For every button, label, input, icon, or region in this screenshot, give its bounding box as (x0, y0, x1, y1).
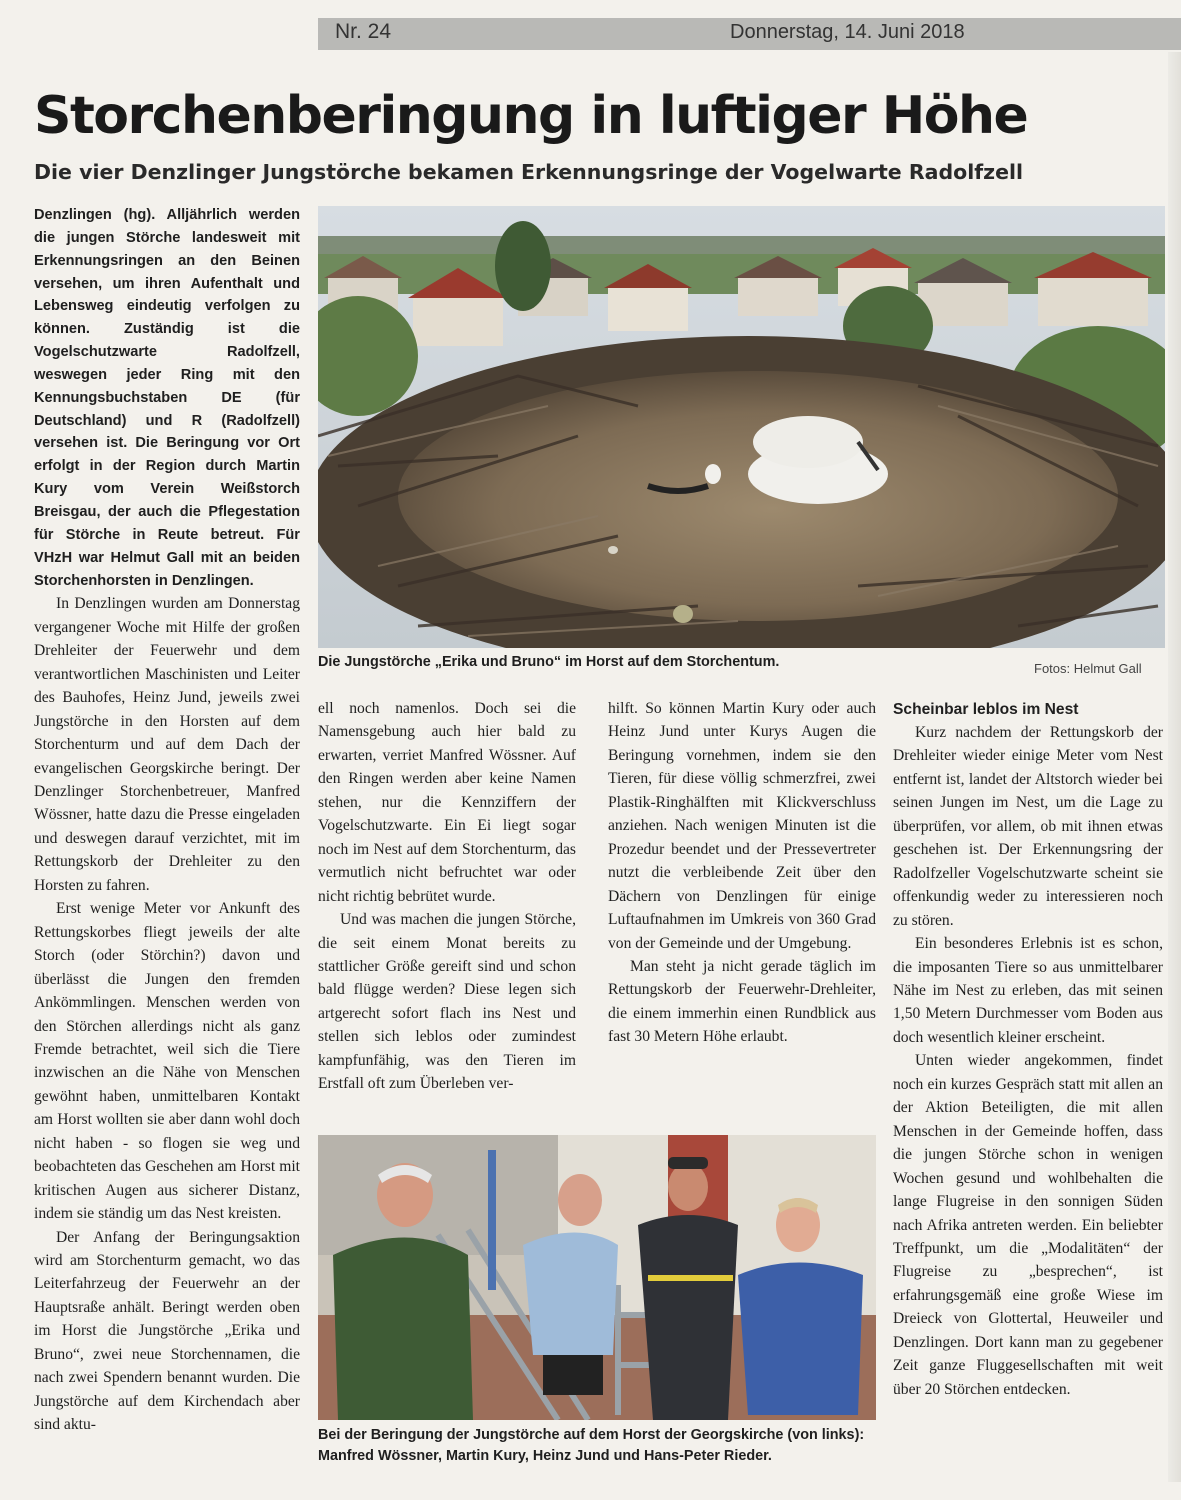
article-lead: Denzlingen (hg). Alljährlich werden die jungen Störche landesweit mit Erkennungsringen an den Beinen versehen, um ihren Aufenthalt und Lebensweg eindeutig verfolgen zu können. Zuständig ist die Vogelschutzwarte Radolfzell, weswegen jeder Ring mit den Kennungsbuchstaben DE (für Deutschland) und R (Radolfzell) versehen ist. Die Beringung vor Ort erfolgt in der Region durch Martin Kury vom Verein Weißstorch Breisgau, der auch die Pflegestation für Störche in Reute betreut. Für VHzH war Helmut Gall mit an beiden Storchenhorsten in Denzlingen. (34, 207, 300, 589)
paragraph: Man steht ja nicht gerade täglich im Rettungskorb der Feuerwehr-Drehleiter, die einem immerhin einen Rundblick aus fast 30 Metern Höhe erlaubt. (608, 957, 876, 1046)
article-subhead: Die vier Denzlinger Jungstörche bekamen Erkennungsringe der Vogelwarte Radolfzell (34, 160, 1024, 184)
paragraph: Der Anfang der Beringungsaktion wird am Storchenturm gemacht, wo das Leiterfahrzeug der Feuerwehr an der Hauptsraße anhält. Beringt werden oben im Horst die Jungstörche „Erika und Bruno“, zwei neue Storchennamen, die nach zwei Spendern benannt wurden. Die Jungstörche auf dem Kirchendach aber sind aktu- (34, 1228, 300, 1434)
paragraph: ell noch namenlos. Doch sei die Namensgebung auch hier bald zu erwarten, verriet Manfred Wössner. Auf den Ringen werden aber keine Namen stehen, nur die Kennziffern der Vogelschutzwarte. Ein Ei liegt sogar noch im Nest auf dem Storchenturm, das vermutlich nicht befruchtet war oder nicht richtig bebrütet wurde. (318, 700, 576, 905)
photo-caption-1: Die Jungstörche „Erika und Bruno“ im Horst auf dem Storchentum. (318, 654, 780, 670)
photo-credit: Fotos: Helmut Gall (1034, 661, 1142, 676)
paragraph: Kurz nachdem der Rettungskorb der Drehleiter wieder einige Meter vom Nest entfernt ist, landet der Altstorch wieder bei seinen Jungen im Nest, um die Lage zu überprüfen, vor allem, ob mit ihnen etwas geschehen ist. Der Erkennungsring der Radolfzeller Vogelschutzwarte scheint sie offenkundig weder zu interessieren noch zu stören. (893, 724, 1163, 929)
paragraph: Und was machen die jungen Störche, die seit einem Monat bereits zu stattlicher Größe gereift sind und schon bald flügge werden? Diese legen sich artgerecht sofort flach ins Nest und stellen sich leblos oder zumindest kampfunfähig, was den Tieren im Erstfall oft zum Überleben ver- (318, 911, 576, 1093)
article-column-4 (893, 697, 1163, 1401)
article-headline: Storchenberingung in luftiger Höhe (34, 86, 1028, 146)
photo-caption-2: Bei der Beringung der Jungstörche auf dem Horst der Georgskirche (von links): Manfred Wössner, Martin Kury, Heinz Jund und Hans-Peter Rieder. (318, 1427, 865, 1464)
paragraph: In Denzlingen wurden am Donnerstag vergangener Woche mit Hilfe der großen Drehleiter der Feuerwehr und dem verantwortlichen Maschinisten und Leiter des Bauhofes, Heinz Jund, jeweils zwei Jungstörche in den Horsten auf dem Storchenturm und auf dem Dach der evangelischen Georgskirche beringt. Der Denzlinger Storchenbetreuer, Manfred Wössner, hatte dazu die Presse eingeladen und deswegen darauf verzichtet, mit im Rettungskorb der Drehleiter zu den Horsten zu fahren. (34, 595, 300, 894)
paragraph: hilft. So können Martin Kury oder auch Heinz Jund unter Kurys Augen die Beringung vornehmen, indem sie den Tieren, für diese völlig schmerzfrei, zwei Plastik-Ringhälften mit Klickverschluss anziehen. Nach wenigen Minuten ist die Prozedur beendet und der Pressevertreter nutzt die verbleibende Zeit über den Dächern von Denzlingen für einige Luftaufnahmen im Umkreis von 360 Grad von der Gemeinde und der Umgebung. (608, 700, 876, 952)
paragraph: Erst wenige Meter vor Ankunft des Rettungskorbes fliegt jeweils der alte Storch (oder Störchin?) davon und überlässt die Jungen den fremden Ankömmlingen. Menschen werden von den Störchen allerdings nicht als ganz Fremde betrachtet, weil sich die Tiere inzwischen an die Nähe von Menschen gewöhnt haben, unmittelbaren Kontakt am Horst wollten sie aber dann wohl doch nicht haben - so flogen sie weg und beobachteten das Geschehen am Horst mit kritischen Augen aus sicherer Distanz, indem sie ständig um das Nest kreisten. (34, 900, 300, 1223)
article-column-3 (608, 697, 876, 1049)
paragraph: Ein besonderes Erlebnis ist es schon, die imposanten Tiere so aus unmittelbarer Nähe im Nest zu erleben, das mit seinen 1,50 Metern Durchmesser vom Boden aus doch wesentlich kleiner erscheint. (893, 935, 1163, 1046)
photo-stork-nest (318, 206, 1165, 648)
article-column-2 (318, 697, 576, 1096)
article-column-1 (34, 204, 300, 1437)
paragraph: Unten wieder angekommen, findet noch ein kurzes Gespräch statt mit allen an der Aktion Beteiligten, die mit allen Menschen in der Gemeinde hoffen, dass die jungen Störche schon in wenigen Wochen gesund und wohlbehalten die lange Flugreise in den sonnigen Süden nach Afrika antreten werden. Ein beliebter Treffpunkt, um die „Modalitäten“ der Flugreise zu „besprechen“, ist erfahrungsgemäß eine große Wiese im Dreieck von Glottertal, Heuweiler und Denzlingen. Dort kann man zu gegebener Zeit ganze Fluggesellschaften mit weit über 20 Störchen entdecken. (893, 1052, 1163, 1398)
section-heading: Scheinbar leblos im Nest (893, 701, 1079, 718)
issue-number: Nr. 24 (335, 20, 392, 43)
photo-group-beringung (318, 1135, 876, 1420)
adjacent-page-edge (1168, 52, 1181, 1482)
issue-date: Donnerstag, 14. Juni 2018 (730, 21, 965, 43)
